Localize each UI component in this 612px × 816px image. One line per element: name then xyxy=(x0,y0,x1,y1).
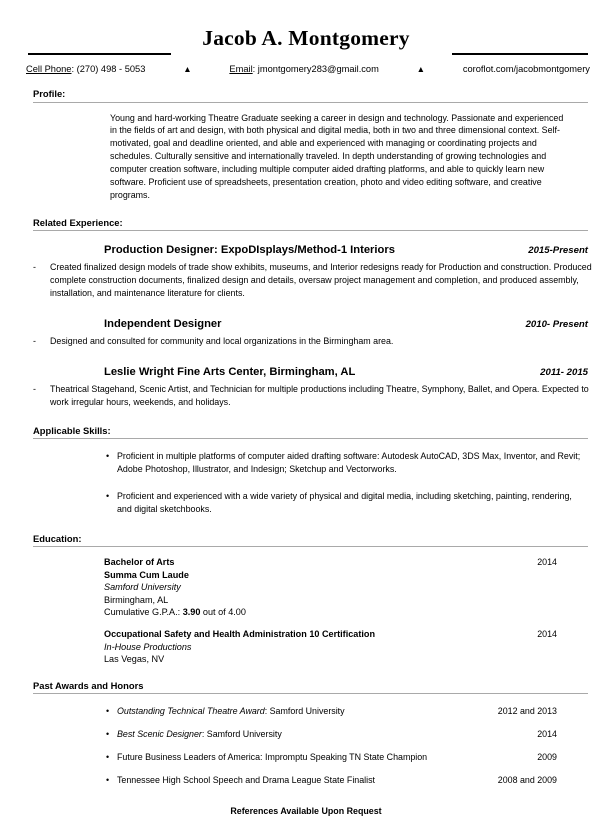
job-dates: 2010- Present xyxy=(525,319,588,331)
award-name: Tennessee High School Speech and Drama League State Finalist xyxy=(117,775,376,786)
resume-header xyxy=(0,0,612,74)
education-entry xyxy=(0,628,612,665)
skill-text: Proficient in multiple platforms of computer aided drafting software: Autodesk AutoCAD, 3DS Max, Inventor, and Revit; Adobe Photoshop, Illustrator, and Indesign; Sketchup and Vectorworks. xyxy=(117,451,581,475)
phone-label: Cell Phone xyxy=(26,64,72,74)
section-education xyxy=(0,533,612,666)
education-entry-details xyxy=(104,628,537,665)
award-name: Future Business Leaders of America: Impromptu Speaking TN State Champion xyxy=(117,752,428,763)
award-year: 2012 and 2013 xyxy=(497,706,557,717)
award-text xyxy=(117,775,498,785)
bullet-marker: • xyxy=(106,706,110,717)
header-rule-left xyxy=(28,53,171,55)
skill-item xyxy=(0,450,612,476)
education-year: 2014 xyxy=(537,628,557,639)
award-year: 2009 xyxy=(537,752,557,763)
education-location: Birmingham, AL xyxy=(104,594,169,605)
section-profile xyxy=(0,88,612,202)
award-year: 2008 and 2009 xyxy=(497,775,557,786)
profile-heading: Profile: xyxy=(33,88,66,99)
skills-heading: Applicable Skills: xyxy=(33,424,111,436)
job-dates: 2015-Present xyxy=(528,245,588,257)
job-entry xyxy=(0,318,612,330)
award-text xyxy=(117,729,537,739)
skill-item xyxy=(0,490,612,516)
award-rest: : Samford University xyxy=(201,729,282,740)
education-degree: Bachelor of Arts xyxy=(104,557,175,568)
education-location: Las Vegas, NV xyxy=(104,654,165,665)
gpa-suffix: out of 4.00 xyxy=(200,607,246,618)
award-text xyxy=(117,752,537,762)
job-header-row xyxy=(104,244,588,256)
bullet-marker: • xyxy=(106,451,110,462)
experience-divider xyxy=(33,230,588,231)
bullet-marker: • xyxy=(106,729,110,740)
skills-divider xyxy=(33,438,588,439)
header-rule-right xyxy=(452,53,588,55)
profile-body xyxy=(0,103,612,202)
skill-text: Proficient and experienced with a wide variety of physical and digital media, including sketching, painting, rendering, and digital sketchbooks. xyxy=(117,491,572,514)
contact-line xyxy=(26,64,590,74)
awards-heading: Past Awards and Honors xyxy=(33,679,144,691)
award-item xyxy=(0,729,612,739)
phone-contact xyxy=(26,64,145,74)
email-contact xyxy=(229,64,378,74)
job-detail xyxy=(0,261,612,300)
triangle-separator-icon-2: ▲ xyxy=(416,64,426,74)
education-entry xyxy=(0,556,612,618)
job-entry xyxy=(0,366,612,378)
education-school: Samford University xyxy=(104,582,181,593)
award-year: 2014 xyxy=(537,729,557,740)
job-title: Leslie Wright Fine Arts Center, Birmingham, AL xyxy=(104,365,356,378)
job-detail-text: Created finalized design models of trade show exhibits, museums, and Interior redesigns ready for Production and construction. Produced complete construction documents, finalized design and details, oversaw project management and completion, and produced assembly, installation, and maintenance literature for clients. xyxy=(50,262,592,299)
award-item xyxy=(0,706,612,716)
dash-marker: - xyxy=(33,336,36,347)
award-text xyxy=(117,706,498,716)
bullet-marker: • xyxy=(106,491,110,502)
job-header-row xyxy=(104,366,588,378)
education-divider xyxy=(33,546,588,547)
gpa-value: 3.90 xyxy=(182,607,201,618)
footer-note: References Available Upon Request xyxy=(230,806,382,816)
experience-heading: Related Experience: xyxy=(33,216,123,228)
section-awards xyxy=(0,680,612,786)
job-detail xyxy=(0,383,612,409)
award-name: Outstanding Technical Theatre Award xyxy=(117,706,265,717)
education-school: In-House Productions xyxy=(104,641,192,652)
dash-marker: - xyxy=(33,383,36,394)
profile-text: Young and hard-working Theatre Graduate seeking a career in design and technology. Passionate and experienced in the fields of art and design, with both physical and digital media, both in two and three dimensional context. Self-motivated, goal and deadline oriented, and able and experienced with managing or coordinating projects and schedules. Culturally sensitive and internationally traveled. In depth understanding of growing technologies and computer creation software, including multiple computer aided drafting platforms, and able to quickly learn new software. Proficient use of spreadsheets, presentation creation, photo and video editing software, and creative programs. xyxy=(110,112,564,200)
award-rest: : Samford University xyxy=(264,706,345,717)
triangle-separator-icon: ▲ xyxy=(183,64,192,74)
education-entry-details xyxy=(104,556,537,618)
bullet-marker: • xyxy=(106,752,110,763)
education-honors: Summa Cum Laude xyxy=(104,569,189,580)
portfolio-link[interactable]: coroflot.com/jacobmontgomery xyxy=(462,64,590,74)
gpa-prefix: Cumulative G.P.A.: xyxy=(104,607,183,618)
section-experience xyxy=(0,217,612,409)
education-heading: Education: xyxy=(33,532,82,544)
dash-marker: - xyxy=(33,262,36,273)
email-value: : jmontgomery283@gmail.com xyxy=(252,64,379,74)
job-dates: 2011- 2015 xyxy=(540,366,588,378)
email-label: Email xyxy=(229,64,253,74)
education-year: 2014 xyxy=(537,556,557,567)
job-title: Independent Designer xyxy=(104,318,222,331)
bullet-marker: • xyxy=(106,775,110,786)
award-name: Best Scenic Designer xyxy=(117,729,202,740)
award-item xyxy=(0,752,612,762)
award-item xyxy=(0,775,612,785)
awards-divider xyxy=(33,693,588,694)
section-skills xyxy=(0,425,612,516)
job-header-row xyxy=(104,318,588,330)
education-gpa xyxy=(104,606,537,618)
page-title: Jacob A. Montgomery xyxy=(202,26,410,50)
job-detail-text: Designed and consulted for community and local organizations in the Birmingham area. xyxy=(50,336,394,347)
phone-value: : (270) 498 - 5053 xyxy=(71,64,146,74)
job-detail xyxy=(0,335,612,348)
job-title: Production Designer: ExpoDIsplays/Method-1 Interiors xyxy=(104,244,395,257)
job-entry xyxy=(0,244,612,256)
job-detail-text: Theatrical Stagehand, Scenic Artist, and Technician for multiple productions including Theatre, Symphony, Ballet, and Opera. Expected to work irregular hours, weekends, and holidays. xyxy=(50,383,589,407)
education-degree: Occupational Safety and Health Administration 10 Certification xyxy=(104,629,376,640)
